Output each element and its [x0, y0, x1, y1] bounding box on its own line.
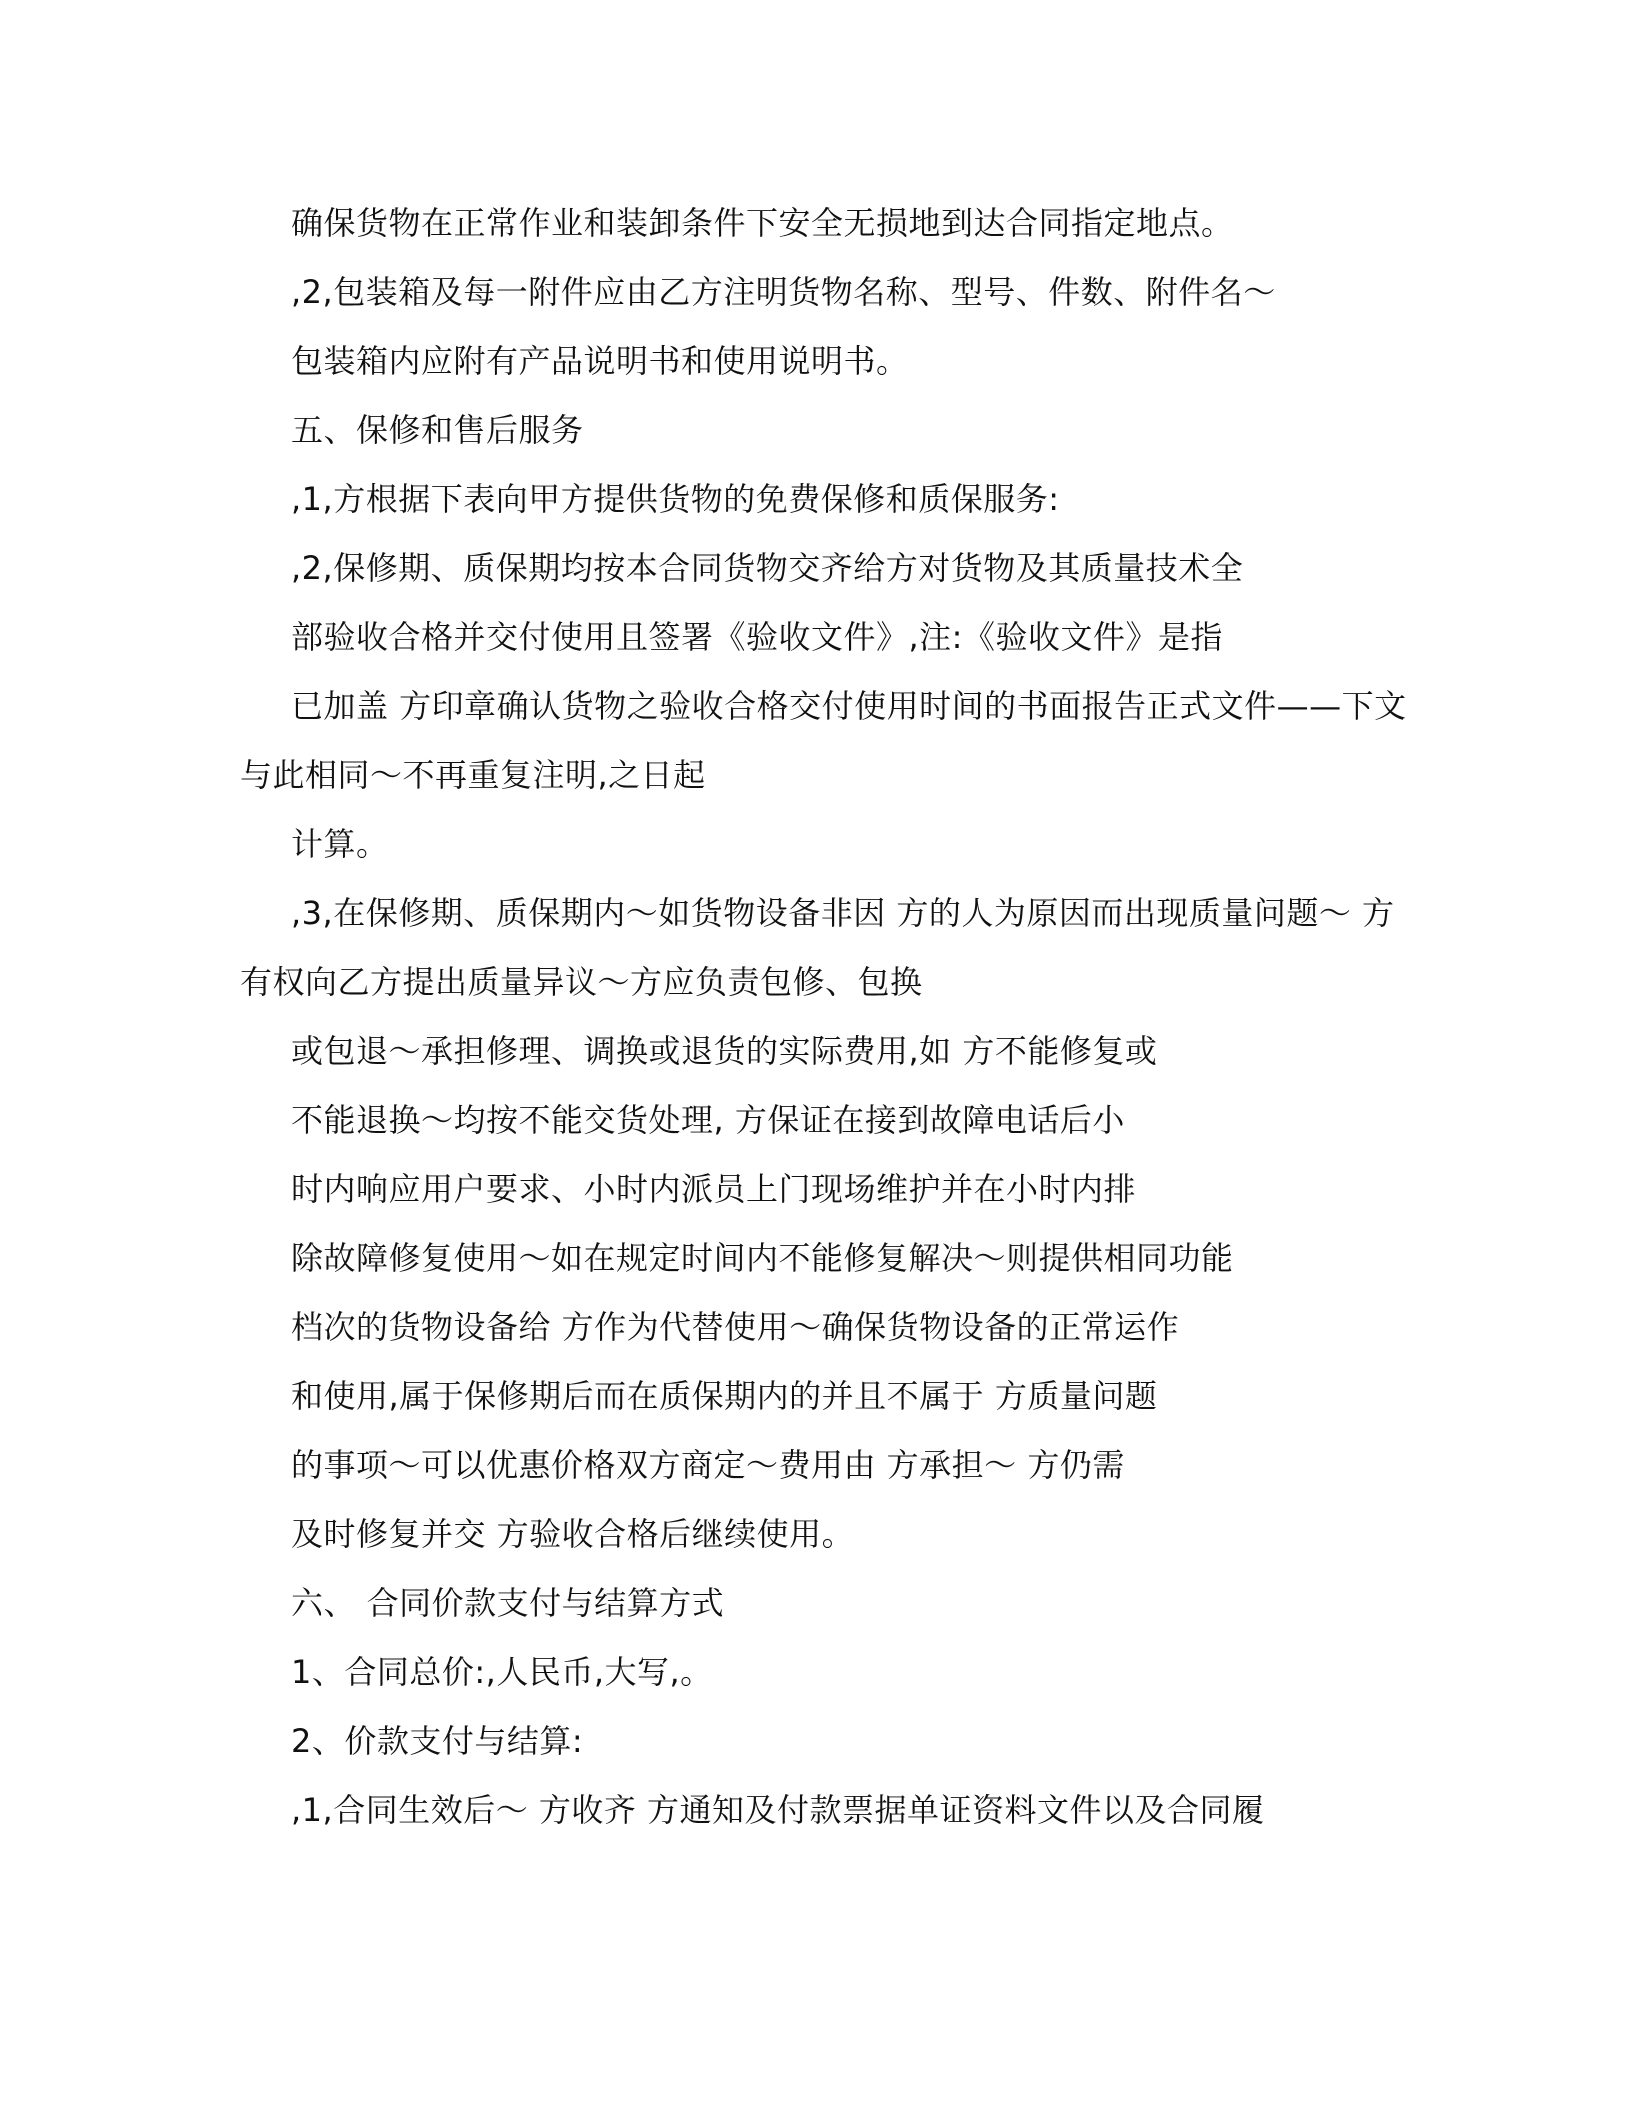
text-line: ,3,在保修期、质保期内～如货物设备非因 方的人为原因而出现质量问题～ 方 [291, 894, 1395, 932]
text-line: ,1,方根据下表向甲方提供货物的免费保修和质保服务: [291, 480, 1060, 518]
text-line: 计算。 [291, 825, 389, 863]
text-line: 或包退～承担修理、调换或退货的实际费用,如 方不能修复或 [291, 1032, 1158, 1070]
text-line: 1、合同总价:,人民币,大写,。 [291, 1653, 713, 1691]
section-heading: 五、保修和售后服务 [291, 411, 584, 449]
text-line: 与此相同～不再重复注明,之日起 [240, 756, 706, 794]
text-line: ,1,合同生效后～ 方收齐 方通知及付款票据单证资料文件以及合同履 [291, 1791, 1265, 1829]
text-line: 包装箱内应附有产品说明书和使用说明书。 [291, 342, 909, 380]
text-line: 除故障修复使用～如在规定时间内不能修复解决～则提供相同功能 [291, 1239, 1234, 1277]
text-line: 及时修复并交 方验收合格后继续使用。 [291, 1515, 855, 1553]
text-line: ,2,包装箱及每一附件应由乙方注明货物名称、型号、件数、附件名～ [291, 273, 1276, 311]
text-line: 和使用,属于保修期后而在质保期内的并且不属于 方质量问题 [291, 1377, 1158, 1415]
text-line: 确保货物在正常作业和装卸条件下安全无损地到达合同指定地点。 [291, 204, 1234, 242]
text-line: 有权向乙方提出质量异议～方应负责包修、包换 [240, 963, 923, 1001]
section-heading: 六、 合同价款支付与结算方式 [291, 1584, 725, 1622]
text-line: 的事项～可以优惠价格双方商定～费用由 方承担～ 方仍需 [291, 1446, 1125, 1484]
text-line: ,2,保修期、质保期均按本合同货物交齐给方对货物及其质量技术全 [291, 549, 1244, 587]
text-line: 时内响应用户要求、小时内派员上门现场维护并在小时内排 [291, 1170, 1137, 1208]
text-line: 档次的货物设备给 方作为代替使用～确保货物设备的正常运作 [291, 1308, 1180, 1346]
text-line: 部验收合格并交付使用且签署《验收文件》,注:《验收文件》是指 [291, 618, 1223, 656]
text-line: 已加盖 方印章确认货物之验收合格交付使用时间的书面报告正式文件——下文 [291, 687, 1407, 725]
text-line: 2、价款支付与结算: [291, 1722, 584, 1760]
text-line: 不能退换～均按不能交货处理, 方保证在接到故障电话后小 [291, 1101, 1125, 1139]
